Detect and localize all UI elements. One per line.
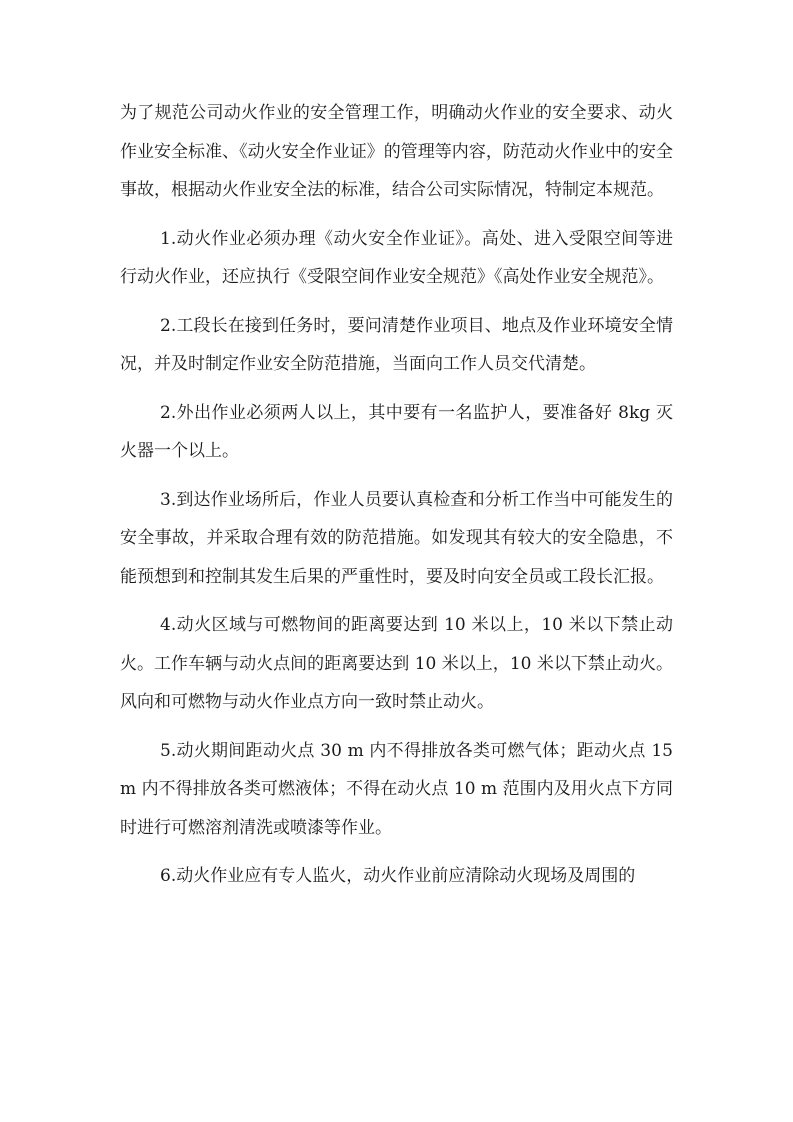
rule-paragraph-4: 4.动火区域与可燃物间的距离要达到 10 米以上，10 米以下禁止动火。工作车辆与动火点间的距离要达到 10 米以上，10 米以下禁止动火。风向和可燃物与动火作业点方向一致时禁止动火。: [120, 615, 673, 712]
rule-paragraph-2a: 2.工段长在接到任务时，要问清楚作业项目、地点及作业环境安全情况，并及时制定作业安全防范措施，当面向工作人员交代清楚。: [120, 315, 673, 374]
document-body: [120, 94, 673, 906]
rule-paragraph-2b: 2.外出作业必须两人以上，其中要有一名监护人，要准备好 8kg 灭火器一个以上。: [120, 402, 673, 461]
rule-paragraph-6: 6.动火作业应有专人监火，动火作业前应清除动火现场及周围的: [160, 866, 636, 886]
intro-paragraph: 为了规范公司动火作业的安全管理工作，明确动火作业的安全要求、动火作业安全标准、《动火安全作业证》的管理等内容，防范动火作业中的安全事故，根据动火作业安全法的标准，结合公司实际情况，特制定本规范。: [120, 103, 673, 200]
rule-paragraph-3: 3.到达作业场所后，作业人员要认真检查和分析工作当中可能发生的安全事故，并采取合理有效的防范措施。如发现其有较大的安全隐患，不能预想到和控制其发生后果的严重性时，要及时向安全员或工段长汇报。: [120, 489, 673, 587]
rule-paragraph-1: 1.动火作业必须办理《动火安全作业证》。高处、进入受限空间等进行动火作业，还应执行《受限空间作业安全规范》《高处作业安全规范》。: [120, 228, 673, 287]
rule-paragraph-5: 5.动火期间距动火点 30 m 内不得排放各类可燃气体；距动火点 15 m 内不得排放各类可燃液体；不得在动火点 10 m 范围内及用火点下方同时进行可燃溶剂清洗或喷漆等作业。: [120, 740, 673, 838]
